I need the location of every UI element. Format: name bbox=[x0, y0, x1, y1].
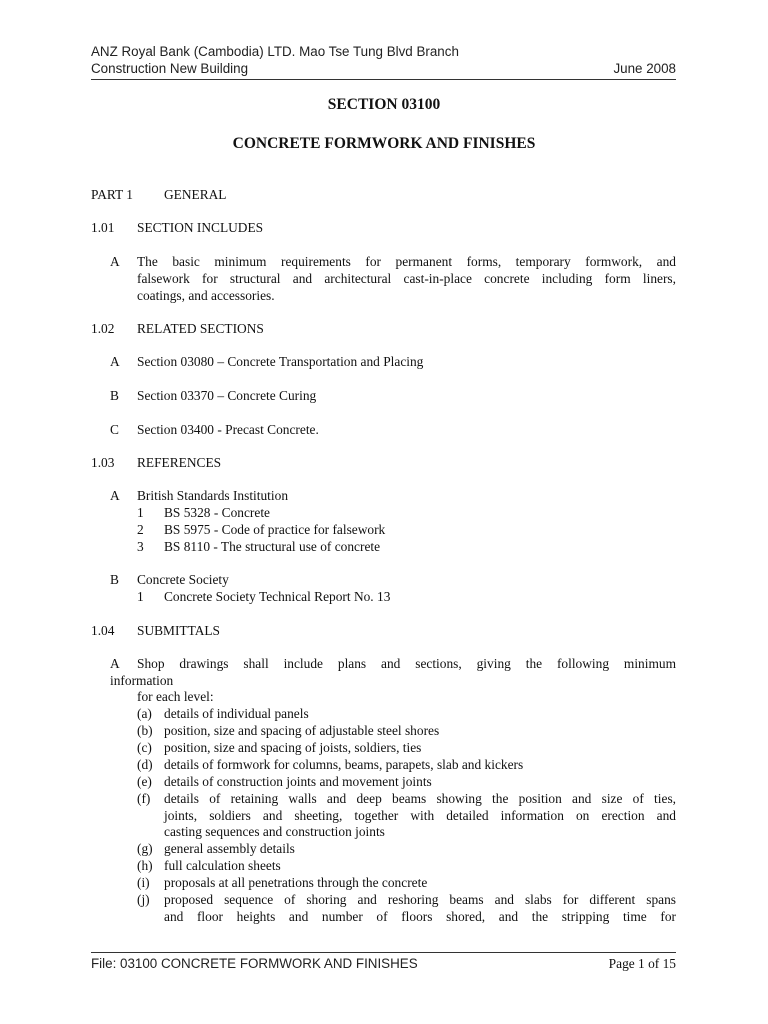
s103-a-sub-num: 1 bbox=[137, 505, 144, 520]
s103-a-sub-text: BS 5328 - Concrete bbox=[164, 505, 270, 520]
s103-a-sub-num: 2 bbox=[137, 522, 144, 537]
s103-b-sub-text: Concrete Society Technical Report No. 13 bbox=[164, 589, 391, 604]
s101-a-line: falsework for structural and architectural cast-in-place concrete including form liners, bbox=[137, 271, 676, 286]
s103-a-sub-num: 3 bbox=[137, 539, 144, 554]
footer-page-number: Page 1 of 15 bbox=[608, 956, 676, 971]
s104-item-text: casting sequences and construction joints bbox=[164, 824, 385, 839]
header-rule bbox=[91, 79, 676, 80]
part-label: PART 1 bbox=[91, 187, 133, 202]
s104-item-label: (j) bbox=[137, 892, 150, 907]
s102-item-text: Section 03080 – Concrete Transportation and Placing bbox=[137, 354, 424, 369]
header-date: June 2008 bbox=[613, 61, 676, 76]
s104-item-text: details of retaining walls and deep beams showing the position and size of ties, bbox=[164, 791, 676, 806]
s104-item-text: full calculation sheets bbox=[164, 858, 281, 873]
s104-item-text: position, size and spacing of joists, soldiers, ties bbox=[164, 740, 422, 755]
s101-title: SECTION INCLUDES bbox=[137, 220, 264, 235]
s103-a-sub-text: BS 8110 - The structural use of concrete bbox=[164, 539, 381, 554]
s104-item-label: (d) bbox=[137, 757, 153, 772]
s104-item-label: (i) bbox=[137, 875, 150, 890]
footer-file: File: 03100 CONCRETE FORMWORK AND FINISHES bbox=[91, 956, 418, 971]
footer-rule bbox=[91, 952, 676, 953]
s102-number: 1.02 bbox=[91, 321, 115, 336]
s104-title: SUBMITTALS bbox=[137, 623, 220, 638]
section-title: CONCRETE FORMWORK AND FINISHES bbox=[232, 135, 536, 152]
s102-item-text: Section 03370 – Concrete Curing bbox=[137, 388, 317, 403]
s104-item-text: proposed sequence of shoring and reshoring beams and slabs for different spans bbox=[164, 892, 676, 907]
header-project: Construction New Building bbox=[91, 61, 249, 76]
s103-b-text: Concrete Society bbox=[137, 572, 229, 587]
s102-title: RELATED SECTIONS bbox=[137, 321, 264, 336]
s101-a-label: A bbox=[110, 254, 120, 269]
s104-item-text: proposals at all penetrations through the concrete bbox=[164, 875, 428, 890]
s101-a-line: coatings, and accessories. bbox=[137, 288, 275, 303]
part-title: GENERAL bbox=[164, 187, 227, 202]
s104-item-label: (c) bbox=[137, 740, 152, 755]
s103-title: REFERENCES bbox=[137, 455, 222, 470]
s104-item-text: general assembly details bbox=[164, 841, 295, 856]
s104-item-text: details of formwork for columns, beams, parapets, slab and kickers bbox=[164, 757, 524, 772]
s104-item-text: and floor heights and number of floors shored, and the stripping time for bbox=[164, 909, 676, 924]
s103-a-sub-text: BS 5975 - Code of practice for falsework bbox=[164, 522, 386, 537]
s101-number: 1.01 bbox=[91, 220, 115, 235]
s102-item-label: A bbox=[110, 354, 120, 369]
header-company: ANZ Royal Bank (Cambodia) LTD. Mao Tse Tung Blvd Branch bbox=[91, 44, 459, 59]
s104-item-label: (f) bbox=[137, 791, 151, 806]
s104-item-label: (a) bbox=[137, 706, 152, 721]
s102-item-text: Section 03400 - Precast Concrete. bbox=[137, 422, 319, 437]
s104-item-label: (e) bbox=[137, 774, 152, 789]
s104-a-line: for each level: bbox=[137, 689, 214, 704]
s104-a-line: Shop drawings shall include plans and sections, giving the following minimum bbox=[137, 656, 676, 671]
s104-a-line: information bbox=[110, 673, 174, 688]
s104-a-label: A bbox=[110, 656, 120, 671]
s102-item-label: B bbox=[110, 388, 119, 403]
s104-item-label: (b) bbox=[137, 723, 153, 738]
s104-item-label: (h) bbox=[137, 858, 153, 873]
s103-b-label: B bbox=[110, 572, 119, 587]
s101-a-line: The basic minimum requirements for permanent forms, temporary formwork, and bbox=[137, 254, 676, 269]
section-number: SECTION 03100 bbox=[327, 96, 441, 113]
s104-item-text: details of individual panels bbox=[164, 706, 309, 721]
s103-a-text: British Standards Institution bbox=[137, 488, 289, 503]
s103-number: 1.03 bbox=[91, 455, 115, 470]
s104-item-text: details of construction joints and movement joints bbox=[164, 774, 432, 789]
s104-item-label: (g) bbox=[137, 841, 153, 856]
s102-item-label: C bbox=[110, 422, 119, 437]
s103-a-label: A bbox=[110, 488, 120, 503]
s104-item-text: position, size and spacing of adjustable steel shores bbox=[164, 723, 440, 738]
s104-item-text: joints, soldiers and sheeting, together with detailed information on erection and bbox=[164, 808, 676, 823]
s103-b-sub-num: 1 bbox=[137, 589, 144, 604]
s104-number: 1.04 bbox=[91, 623, 115, 638]
